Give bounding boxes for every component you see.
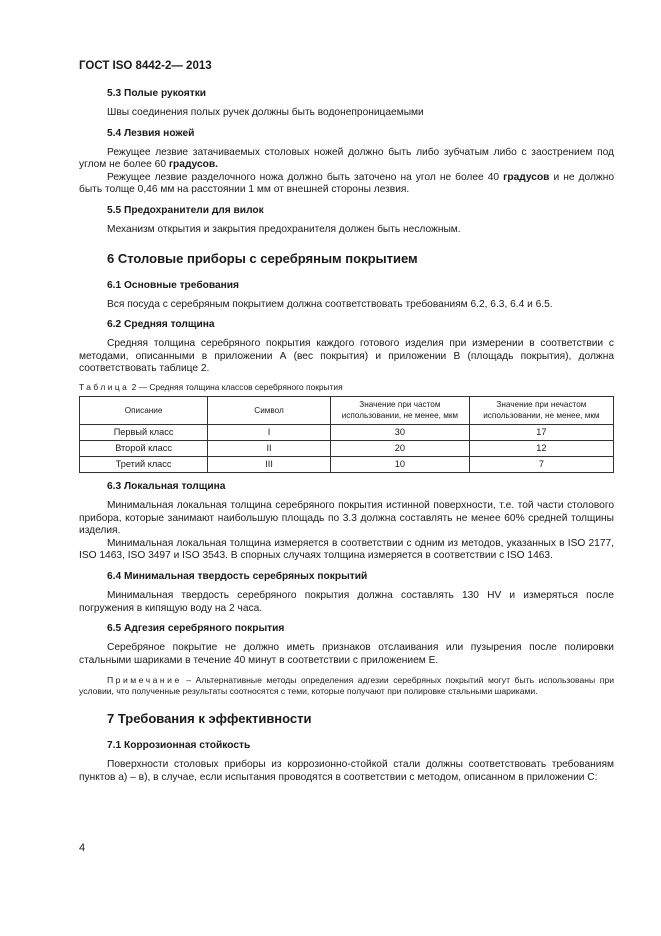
table-cell: III [208, 456, 331, 472]
section-7-title: 7 Требования к эффективности [107, 711, 312, 727]
section-6-3-paragraph-1: Минимальная локальная толщина серебряного покрытия истинной поверхности, т.е. той части столового прибора, которые занимают наибольшую площадь по 3.3 должна составлять не менее 60% средней толщины изделия. [79, 499, 614, 537]
section-5-3-title: 5.3 Полые рукоятки [107, 88, 207, 99]
table-cell: Третий класс [80, 456, 208, 472]
section-6-2-text: Средняя толщина серебряного покрытия каждого готового изделия при измерении в соответствии с методами, описанными в приложении А (вес покрытия) и приложении В (площадь покрытия), должна соответствовать таблице 2. [79, 338, 614, 375]
document-header: ГОСТ ISO 8442-2— 2013 [79, 60, 212, 72]
table-row [80, 456, 614, 472]
section-6-5-text: Серебряное покрытие не должно иметь признаков отслаивания или пузырения после полировки стальными шариками в течение 40 минут в соответствии с приложением Е. [79, 642, 614, 666]
table-cell: Первый класс [80, 424, 208, 440]
table-cell: 12 [469, 440, 613, 456]
text-run: и не должно быть толще 0,46 мм на расстоянии 1 мм от внешней стороны лезвия. [79, 171, 614, 196]
text-run-bold: градусов. [168, 159, 218, 171]
table-cell: 20 [330, 440, 469, 456]
text-run-bold: градусов [503, 171, 550, 183]
section-6-4-text: Минимальная твердость серебряного покрытия должна составлять 130 HV и измеряться после погружения в кипящую воду на 2 часа. [79, 589, 614, 614]
table-cell: 10 [330, 456, 469, 472]
table-header-cell: Символ [208, 396, 331, 424]
table-caption [79, 382, 614, 392]
note [79, 675, 614, 697]
table-cell: 30 [330, 424, 469, 440]
table-row [80, 424, 614, 440]
section-6-3-paragraph-2: Минимальная локальная толщина измеряется в соответствии с одним из методов, указанных в ISO 2177, ISO 1463, ISO 3497 и ISO 3543. В спорных случаях толщина измеряется в соответствии с ISO 1463. [79, 537, 614, 562]
section-7-1-text: Поверхности столовых приборы из коррозионно-стойкой стали должны соответствовать требованиям пунктов а) – в), в случае, если испытания проводятся в соответствии с методом, описанном в приложении С: [79, 759, 614, 783]
table-header-cell: Описание [80, 396, 208, 424]
document-body [79, 80, 614, 790]
section-5-5-text: Механизм открытия и закрытия предохранителя должен быть несложным. [107, 223, 461, 235]
section-5-4-title: 5.4 Лезвия ножей [107, 127, 195, 139]
text-run: Режущее лезвие разделочного ножа должно быть заточено на угол не более 40 [107, 171, 504, 183]
section-6-5-title: 6.5 Адгезия серебряного покрытия [107, 623, 285, 635]
table-header-row [80, 396, 614, 424]
table-cell: I [208, 424, 331, 440]
section-6-title: 6 Столовые приборы с серебряным покрытием [107, 250, 418, 266]
section-6-4-title: 6.4 Минимальная твердость серебряных покрытий [107, 570, 368, 582]
section-5-5-title: 5.5 Предохранители для вилок [107, 204, 264, 216]
section-6-3-title: 6.3 Локальная толщина [107, 480, 226, 492]
table-row [80, 440, 614, 456]
section-5-3-text: Швы соединения полых ручек должны быть водонепроницаемыми [107, 107, 424, 118]
section-7-1-title: 7.1 Коррозионная стойкость [107, 740, 251, 752]
section-6-2-title: 6.2 Средняя толщина [107, 319, 215, 331]
table-caption-text: 2 — Средняя толщина классов серебряного покрытия [129, 381, 343, 392]
thickness-table [79, 396, 614, 473]
note-text: – Альтернативные методы определения адгезии серебряных покрытий могут быть использованы при условии, что полученные результаты соотносятся с теми, которые получают при полировке стальными шариками. [79, 675, 614, 697]
text-run: Режущее лезвие затачиваемых столовых ножей должно быть либо зубчатым либо с заострением под углом не более 60 [79, 146, 614, 171]
table-cell: 17 [469, 424, 613, 440]
page-number: 4 [79, 842, 86, 854]
table-caption-label: Таблица [79, 381, 130, 392]
table-header-cell: Значение при частом использовании, не менее, мкм [330, 396, 469, 424]
section-5-4-paragraph-2 [79, 172, 614, 197]
section-6-1-text: Вся посуда с серебряным покрытием должна соответствовать требованиям 6.2, 6.3, 6.4 и 6.5. [107, 298, 553, 310]
table-cell: Второй класс [80, 440, 208, 456]
section-6-1-title: 6.1 Основные требования [107, 279, 239, 291]
section-5-4-paragraph-1 [79, 147, 614, 172]
table-cell: 7 [469, 456, 613, 472]
table-header-cell: Значение при нечастом использовании, не менее, мкм [469, 396, 613, 424]
note-label: Примечание [107, 675, 182, 686]
table-cell: II [208, 440, 331, 456]
